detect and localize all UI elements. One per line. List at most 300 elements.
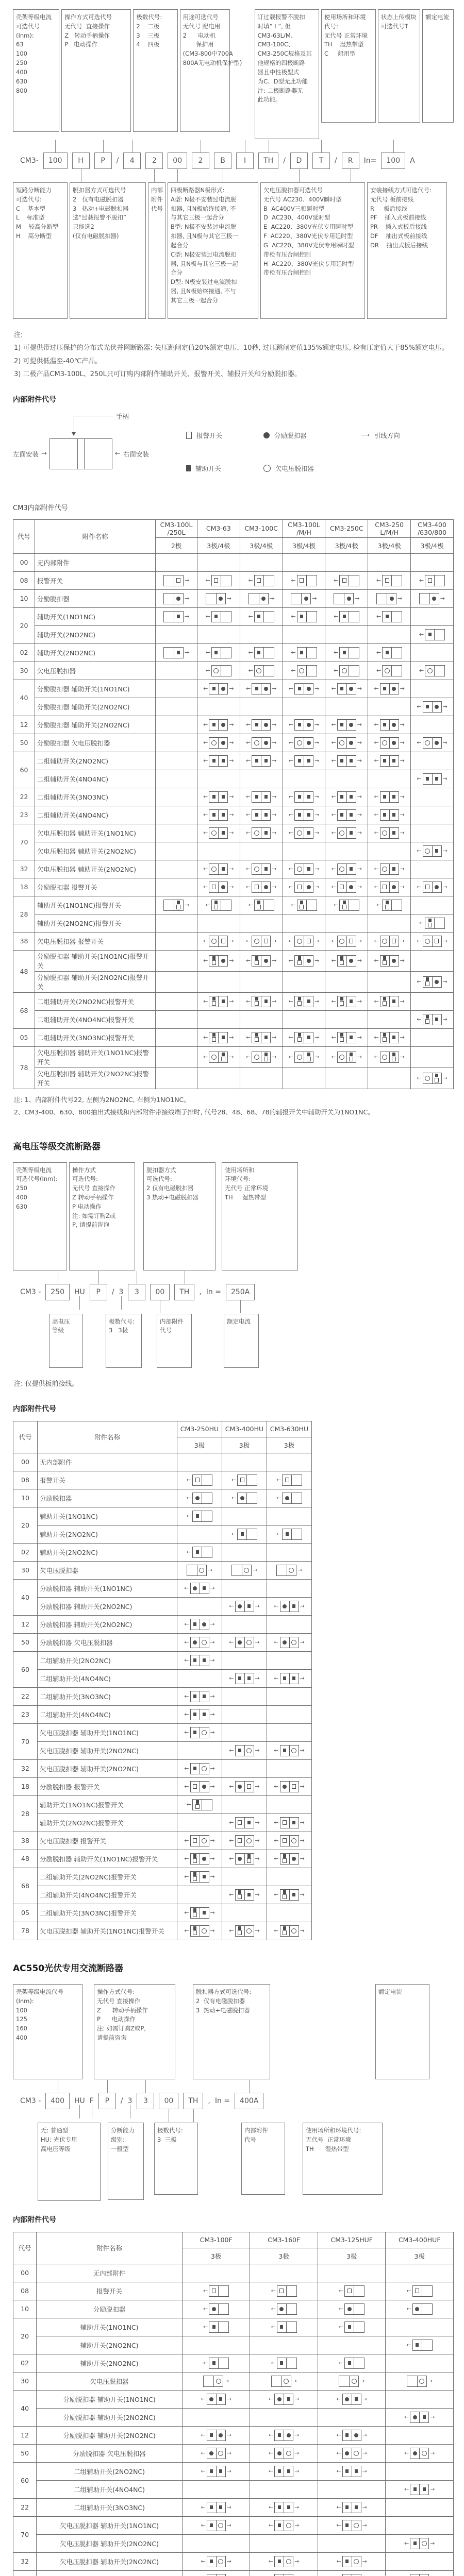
breaker-mini-outline xyxy=(423,701,442,713)
mini-compartment xyxy=(252,738,261,748)
accessory-name-cell: 分励脱扣器 辅助开关(1NO1NC) xyxy=(37,2390,183,2408)
accessory-diagram-cell xyxy=(250,2480,318,2498)
mini-compartment xyxy=(209,2286,219,2296)
lead-arrow-icon: ← xyxy=(276,1531,281,1538)
mini-compartment xyxy=(252,1052,261,1062)
lead-arrow-icon: → xyxy=(226,2468,231,2475)
mini-compartment xyxy=(390,882,399,892)
mini-compartment xyxy=(219,1032,227,1043)
mini-compartment xyxy=(287,2322,296,2332)
mini-compartment xyxy=(261,864,270,874)
legend-item xyxy=(263,431,361,440)
mini-compartment xyxy=(284,2466,293,2477)
code-box: 250A xyxy=(226,1284,255,1300)
aux-switch-icon xyxy=(212,723,216,726)
mini-compartment xyxy=(261,1032,270,1043)
accessory-diagram xyxy=(332,936,362,947)
option-line: C 船用型 xyxy=(324,50,356,58)
mini-compartment xyxy=(283,1529,292,1539)
option-line: 使用场所和环境代号: xyxy=(306,2126,361,2134)
col-header-model: CM3-100L /M/H xyxy=(283,519,325,537)
accessory-diagram-cell xyxy=(283,571,325,589)
accessory-diagram-cell xyxy=(325,992,368,1010)
accessory-name-cell: 二组辅助开关(3NO3NC) xyxy=(35,788,156,806)
option-line: 可选代号 xyxy=(16,22,40,30)
lead-arrow-icon: ← xyxy=(376,613,382,620)
accessory-diagram-cell xyxy=(368,932,411,950)
alarm-switch-icon xyxy=(300,578,304,583)
accessory-code-cell: 40 xyxy=(13,2390,37,2426)
accessory-diagram-cell xyxy=(197,914,240,932)
mini-compartment xyxy=(191,1655,200,1666)
breaker-mini-outline xyxy=(280,1817,299,1828)
option-line: 极数代号: xyxy=(157,2126,183,2134)
mini-compartment xyxy=(209,936,219,946)
accessory-diagram-cell xyxy=(368,950,411,971)
accessory-diagram-cell xyxy=(240,896,283,914)
mini-compartment xyxy=(252,956,261,966)
mini-compartment xyxy=(392,612,402,622)
col-header-name: 附件名称 xyxy=(35,519,156,553)
code-box: D xyxy=(290,152,308,169)
accessory-name-cell: 分励脱扣器 辅助开关(1NO1NC) xyxy=(35,680,156,698)
mini-compartment xyxy=(338,828,347,838)
code-text: / xyxy=(116,157,119,165)
undervoltage-release-icon xyxy=(202,1838,207,1843)
option-line: 内部 xyxy=(151,187,163,194)
option-line: 环境代号: xyxy=(225,1175,251,1183)
accessory-diagram-cell xyxy=(368,625,411,643)
code-box: 00 xyxy=(159,2093,178,2109)
accessory-diagram xyxy=(201,2556,231,2567)
mini-compartment xyxy=(219,996,227,1007)
breaker-mini-outline xyxy=(190,1655,209,1666)
lead-arrow-icon: → xyxy=(297,1567,303,1574)
lead-arrow-icon: ← xyxy=(229,1603,234,1610)
lead-arrow-icon: ← xyxy=(419,631,424,638)
shunt-release-icon xyxy=(263,432,270,438)
aux-switch-icon xyxy=(298,795,301,799)
breaker-mini-outline xyxy=(207,2574,226,2576)
table-row xyxy=(13,1723,312,1741)
alarm-switch-icon xyxy=(214,578,218,583)
note-line: 2、CM3-400、630、800抽出式接线和内部附件带接线端子排时, 代号28、48、68、78的辅报开关中辅助开关为1NO1NC。 xyxy=(14,1108,374,1116)
accessory-diagram xyxy=(376,593,402,604)
accessory-diagram-cell xyxy=(156,770,197,788)
mini-compartment xyxy=(307,575,317,586)
shunt-release-icon xyxy=(209,2397,213,2401)
lead-arrow-icon: → xyxy=(362,2432,367,2439)
accessory-diagram xyxy=(269,2394,299,2405)
mini-compartment xyxy=(287,2304,296,2314)
option-line: 器, 且N极与其它三极一起 xyxy=(171,260,238,267)
accessory-diagram-cell xyxy=(182,2336,250,2354)
table-row xyxy=(13,860,454,878)
code-text: 3 xyxy=(127,2096,132,2105)
aux-switch-icon xyxy=(193,1926,196,1930)
mini-compartment xyxy=(410,2448,420,2459)
alarm-switch-icon xyxy=(255,885,259,889)
alarm-switch-icon xyxy=(425,981,429,986)
undervoltage-release-icon xyxy=(291,1640,296,1645)
aux-switch-icon xyxy=(307,813,310,817)
lead-arrow-icon: ← xyxy=(274,1855,279,1862)
accessory-diagram-cell xyxy=(197,643,240,662)
accessory-code-cell: 28 xyxy=(13,1795,38,1832)
accessory-diagram xyxy=(203,1032,234,1043)
option-line: 可选代号(Inm): xyxy=(16,1175,58,1183)
breaker-mini-outline xyxy=(425,665,445,676)
lead-arrow-icon: ← xyxy=(205,613,210,620)
lead-arrow-icon: ← xyxy=(419,920,424,927)
accessory-diagram xyxy=(417,976,447,988)
mini-compartment xyxy=(164,900,174,910)
accessory-diagram-cell xyxy=(177,1597,222,1615)
aux-switch-icon xyxy=(343,901,346,904)
left-arrow-icon: ← xyxy=(114,450,121,458)
accessory-diagram xyxy=(184,1763,214,1774)
accessory-diagram-cell xyxy=(283,971,325,992)
s1-option-box xyxy=(260,182,365,319)
mini-compartment xyxy=(390,720,399,730)
undervoltage-release-icon xyxy=(297,1055,302,1060)
s1-option-box xyxy=(422,9,454,123)
accessory-diagram-cell xyxy=(318,2372,386,2390)
aux-switch-icon xyxy=(345,2469,349,2473)
mini-compartment xyxy=(200,1619,209,1630)
accessory-diagram-cell xyxy=(283,1067,325,1089)
lead-arrow-icon: ← xyxy=(374,739,379,747)
col-header-model: CM3-63 xyxy=(197,519,240,537)
option-line: 3 三极 xyxy=(136,31,160,39)
option-line: 器且中性极型式 xyxy=(257,68,300,76)
breaker-mini-outline xyxy=(190,1583,209,1594)
mini-compartment xyxy=(422,2304,432,2314)
accessory-diagram-cell xyxy=(325,589,368,607)
alarm-switch-icon xyxy=(193,1912,197,1917)
alarm-switch-icon xyxy=(342,905,346,909)
mini-compartment xyxy=(380,756,390,766)
accessory-name-cell: 分励脱扣器 辅助开关(2NO2NC) xyxy=(37,2408,183,2426)
accessory-diagram-cell xyxy=(368,607,411,625)
aux-switch-icon xyxy=(392,795,395,799)
lead-arrow-icon: ← xyxy=(184,1621,189,1628)
option-line: 脱扣器方式可选代号 xyxy=(73,187,126,194)
breaker-mini-outline xyxy=(235,1637,254,1648)
mini-compartment xyxy=(191,1854,200,1864)
mini-compartment xyxy=(423,977,433,987)
accessory-diagram xyxy=(339,2303,364,2315)
accessory-diagram-cell xyxy=(325,662,368,680)
accessory-diagram-cell xyxy=(368,571,411,589)
alarm-switch-icon xyxy=(238,1820,242,1825)
accessory-name-cell: 欠电压脱扣器 辅助开关(2NO2NC) xyxy=(38,1759,177,1777)
accessory-diagram-cell xyxy=(222,1543,267,1561)
alarm-switch-icon xyxy=(238,1894,242,1899)
accessory-diagram xyxy=(336,2574,367,2576)
alarm-switch-icon xyxy=(212,885,216,889)
lead-arrow-icon: ← xyxy=(288,793,293,801)
breaker-mini-outline xyxy=(337,955,356,967)
lead-arrow-icon: → xyxy=(400,739,405,747)
aux-switch-icon xyxy=(340,813,343,817)
accessory-diagram-cell xyxy=(240,553,283,571)
alarm-switch-icon xyxy=(212,1001,216,1006)
mini-compartment xyxy=(200,1764,209,1774)
accessory-diagram-cell xyxy=(411,1028,454,1046)
accessory-diagram-cell xyxy=(240,806,283,824)
breaker-mini-outline xyxy=(337,863,356,875)
lead-arrow-icon: ← xyxy=(374,866,379,873)
accessory-diagram xyxy=(336,2520,367,2531)
option-line: 极数代号: xyxy=(109,1317,135,1325)
accessory-code-cell: 12 xyxy=(13,2426,37,2444)
aux-switch-icon xyxy=(350,999,353,1003)
breaker-mini-outline xyxy=(342,2448,361,2459)
table1-title: CM3内部附件代号 xyxy=(13,504,68,512)
option-line: 注: 如需订购Z或 xyxy=(72,1212,116,1219)
option-line: 注: 二极断路器无 xyxy=(257,87,303,94)
accessory-diagram xyxy=(229,1745,259,1756)
undervoltage-release-icon xyxy=(382,1055,387,1060)
accessory-diagram xyxy=(336,2502,367,2513)
mini-compartment xyxy=(349,575,359,586)
legend-item xyxy=(361,431,449,440)
option-line: 请提前咨询 xyxy=(97,2034,127,2042)
lead-arrow-icon: ← xyxy=(339,2360,344,2367)
s2-top-option-boxes xyxy=(13,1162,454,1270)
undervoltage-release-icon xyxy=(256,668,261,673)
undervoltage-release-icon xyxy=(339,831,344,836)
lead-arrow-icon: → xyxy=(255,1837,260,1844)
accessory-diagram-cell xyxy=(240,643,283,662)
accessory-diagram-cell xyxy=(411,842,454,860)
lead-arrow-icon: ← xyxy=(203,829,208,837)
accessory-diagram xyxy=(246,882,276,893)
mini-compartment xyxy=(295,882,304,892)
accessory-diagram xyxy=(339,2321,364,2333)
table-row xyxy=(13,1922,312,1940)
mini-compartment xyxy=(249,594,259,604)
table-row xyxy=(13,1669,312,1687)
accessory-diagram-cell xyxy=(222,1687,267,1705)
accessory-diagram xyxy=(332,737,362,749)
option-line: E AC220、380V光伏专用瞬时型 xyxy=(263,223,354,231)
mini-compartment xyxy=(238,1475,247,1485)
breaker-mini-outline xyxy=(380,955,399,967)
accessory-diagram-cell xyxy=(197,770,240,788)
breaker-mini-outline xyxy=(235,1835,254,1846)
option-line: P 电动操作 xyxy=(97,2015,136,2023)
mini-compartment xyxy=(377,594,387,604)
aux-switch-icon xyxy=(255,687,258,690)
accessory-diagram-cell xyxy=(283,1028,325,1046)
lead-arrow-icon: → xyxy=(272,811,277,819)
lead-arrow-icon: → xyxy=(226,2432,231,2439)
lead-arrow-icon: ← xyxy=(274,1783,279,1790)
accessory-diagram xyxy=(419,918,445,929)
shunt-release-icon xyxy=(238,1785,242,1789)
mini-compartment xyxy=(207,2430,217,2441)
mini-compartment xyxy=(295,864,304,874)
mini-compartment xyxy=(275,2520,284,2531)
mini-compartment xyxy=(423,702,433,712)
table-row xyxy=(13,1597,312,1615)
accessory-diagram-cell xyxy=(222,1471,267,1489)
mini-compartment xyxy=(433,702,441,712)
mini-compartment xyxy=(295,956,304,966)
accessory-diagram xyxy=(246,1032,276,1043)
lead-arrow-icon: → xyxy=(294,2432,300,2439)
accessory-diagram-cell xyxy=(222,1868,267,1886)
accessory-diagram-cell xyxy=(411,950,454,971)
col-header-poles: 3极/4极 xyxy=(283,537,325,553)
accessory-diagram-cell xyxy=(240,662,283,680)
lead-arrow-icon: ← xyxy=(203,757,208,765)
alarm-switch-icon xyxy=(428,923,432,927)
code-text: 3 xyxy=(119,1287,124,1296)
accessory-diagram-cell xyxy=(325,625,368,643)
option-line: 无代号 直接操作 xyxy=(97,1997,141,2005)
s2-note: 注: 仅提供板前接线。 xyxy=(14,1380,79,1388)
table-row xyxy=(13,824,454,842)
lead-arrow-icon: ← xyxy=(291,667,296,674)
mini-compartment xyxy=(272,2376,282,2386)
breaker-mini-outline xyxy=(344,2303,364,2315)
lead-arrow-icon: ← xyxy=(205,649,210,656)
option-line: 额定电流 xyxy=(425,13,450,21)
accessory-diagram-cell xyxy=(318,2354,386,2372)
undervoltage-release-icon xyxy=(211,740,217,745)
aux-switch-icon xyxy=(196,1514,199,1518)
lead-arrow-icon: ← xyxy=(417,978,422,986)
table-row xyxy=(13,770,454,788)
shunt-release-icon xyxy=(261,597,266,601)
accessory-diagram-cell xyxy=(240,680,283,698)
lead-arrow-icon: ← xyxy=(288,938,293,945)
s2-order-code xyxy=(13,1270,454,1314)
s1-option-box xyxy=(321,9,376,123)
accessory-diagram-cell xyxy=(283,716,325,734)
breaker-mini-outline xyxy=(280,1889,299,1901)
breaker-mini-outline xyxy=(380,1032,399,1043)
aux-switch-icon xyxy=(257,651,260,654)
alarm-switch-icon xyxy=(340,960,344,965)
aux-switch-icon xyxy=(255,813,258,817)
accessory-diagram xyxy=(203,2358,229,2369)
code-text: CM3 - xyxy=(20,2096,41,2105)
accessory-diagram-cell xyxy=(283,824,325,842)
table-row xyxy=(13,2354,454,2372)
alarm-switch-icon xyxy=(176,578,180,583)
accessory-diagram-cell xyxy=(283,842,325,860)
option-line: Z 转动手柄操作 xyxy=(97,2006,148,2014)
breaker-mini-outline xyxy=(252,683,271,694)
accessory-diagram-cell xyxy=(411,662,454,680)
accessory-diagram-cell xyxy=(368,992,411,1010)
accessory-diagram xyxy=(289,1032,319,1043)
accessory-diagram-cell xyxy=(197,806,240,824)
mini-compartment xyxy=(280,1601,290,1612)
option-line: 合分 xyxy=(171,269,183,277)
undervoltage-release-icon xyxy=(246,1838,252,1843)
accessory-name-cell: 辅助开关(1NO1NC) xyxy=(38,1507,177,1525)
mini-compartment xyxy=(174,648,183,658)
accessory-diagram-cell xyxy=(240,698,283,716)
shunt-release-icon xyxy=(238,1640,242,1645)
mini-compartment xyxy=(352,2556,361,2567)
table-row xyxy=(13,1471,312,1489)
lead-arrow-icon: ← xyxy=(229,1927,234,1935)
alarm-switch-icon xyxy=(340,885,344,889)
breaker-mini-outline xyxy=(276,1565,296,1576)
lead-arrow-icon: → xyxy=(430,2540,435,2547)
accessory-diagram xyxy=(203,809,234,821)
lead-arrow-icon: ← xyxy=(184,1873,189,1880)
lead-arrow-icon: → xyxy=(442,739,448,747)
table-row xyxy=(13,1507,312,1525)
lead-arrow-icon: ← xyxy=(184,1855,189,1862)
breaker-mini-outline xyxy=(294,827,313,839)
mini-compartment xyxy=(236,1637,245,1648)
accessory-diagram-cell xyxy=(177,1868,222,1886)
code-text: In = xyxy=(206,1287,221,1296)
accessory-name-cell: 二组辅助开关(4NO4NC)报警开关 xyxy=(35,1010,156,1028)
accessory-diagram-cell xyxy=(368,1010,411,1028)
accessory-name-cell: 欠电压脱扣器 辅助开关(1NO1NC)报警开关 xyxy=(35,1046,156,1067)
s3-top-option-boxes xyxy=(13,1984,454,2079)
accessory-diagram-cell xyxy=(368,824,411,842)
table-row xyxy=(13,1046,454,1067)
accessory-diagram xyxy=(417,737,447,749)
shunt-release-icon xyxy=(349,723,353,727)
accessory-name-cell: 分励脱扣器 报警开关 xyxy=(38,1777,177,1795)
breaker-mini-outline xyxy=(425,629,445,640)
mini-compartment xyxy=(207,2556,217,2567)
breaker-mini-outline xyxy=(271,2376,291,2387)
accessory-diagram xyxy=(206,900,231,911)
undervoltage-release-icon xyxy=(382,831,387,836)
mini-compartment xyxy=(292,1493,302,1503)
accessory-diagram-cell xyxy=(182,2462,250,2480)
lead-arrow-icon: ← xyxy=(245,1054,251,1061)
accessory-code-cell: 48 xyxy=(13,1850,38,1868)
accessory-diagram-cell xyxy=(177,1489,222,1507)
accessory-diagram xyxy=(334,665,359,676)
option-line: 壳架等级电流代号 xyxy=(16,1988,63,1995)
mini-compartment xyxy=(277,2322,287,2332)
accessory-diagram xyxy=(248,665,274,676)
accessory-diagram-cell xyxy=(156,662,197,680)
undervoltage-release-icon xyxy=(211,939,217,944)
accessory-diagram xyxy=(248,647,274,658)
mini-compartment xyxy=(209,792,219,802)
option-line: 安装接线方式可选代号: xyxy=(370,187,432,194)
accessory-diagram-cell xyxy=(240,770,283,788)
lead-arrow-icon: → xyxy=(442,978,448,986)
mini-compartment xyxy=(200,1782,209,1792)
lead-arrow-icon: ← xyxy=(331,938,336,945)
mini-compartment xyxy=(344,594,353,604)
accessory-diagram-cell xyxy=(177,1669,222,1687)
accessory-diagram xyxy=(269,2556,299,2567)
undervoltage-release-icon xyxy=(244,1568,249,1573)
accessory-diagram-cell xyxy=(240,734,283,752)
mini-compartment xyxy=(354,2322,364,2332)
mini-compartment xyxy=(284,2502,293,2513)
breaker-mini-outline xyxy=(192,1547,212,1558)
alarm-switch-icon xyxy=(257,905,261,909)
